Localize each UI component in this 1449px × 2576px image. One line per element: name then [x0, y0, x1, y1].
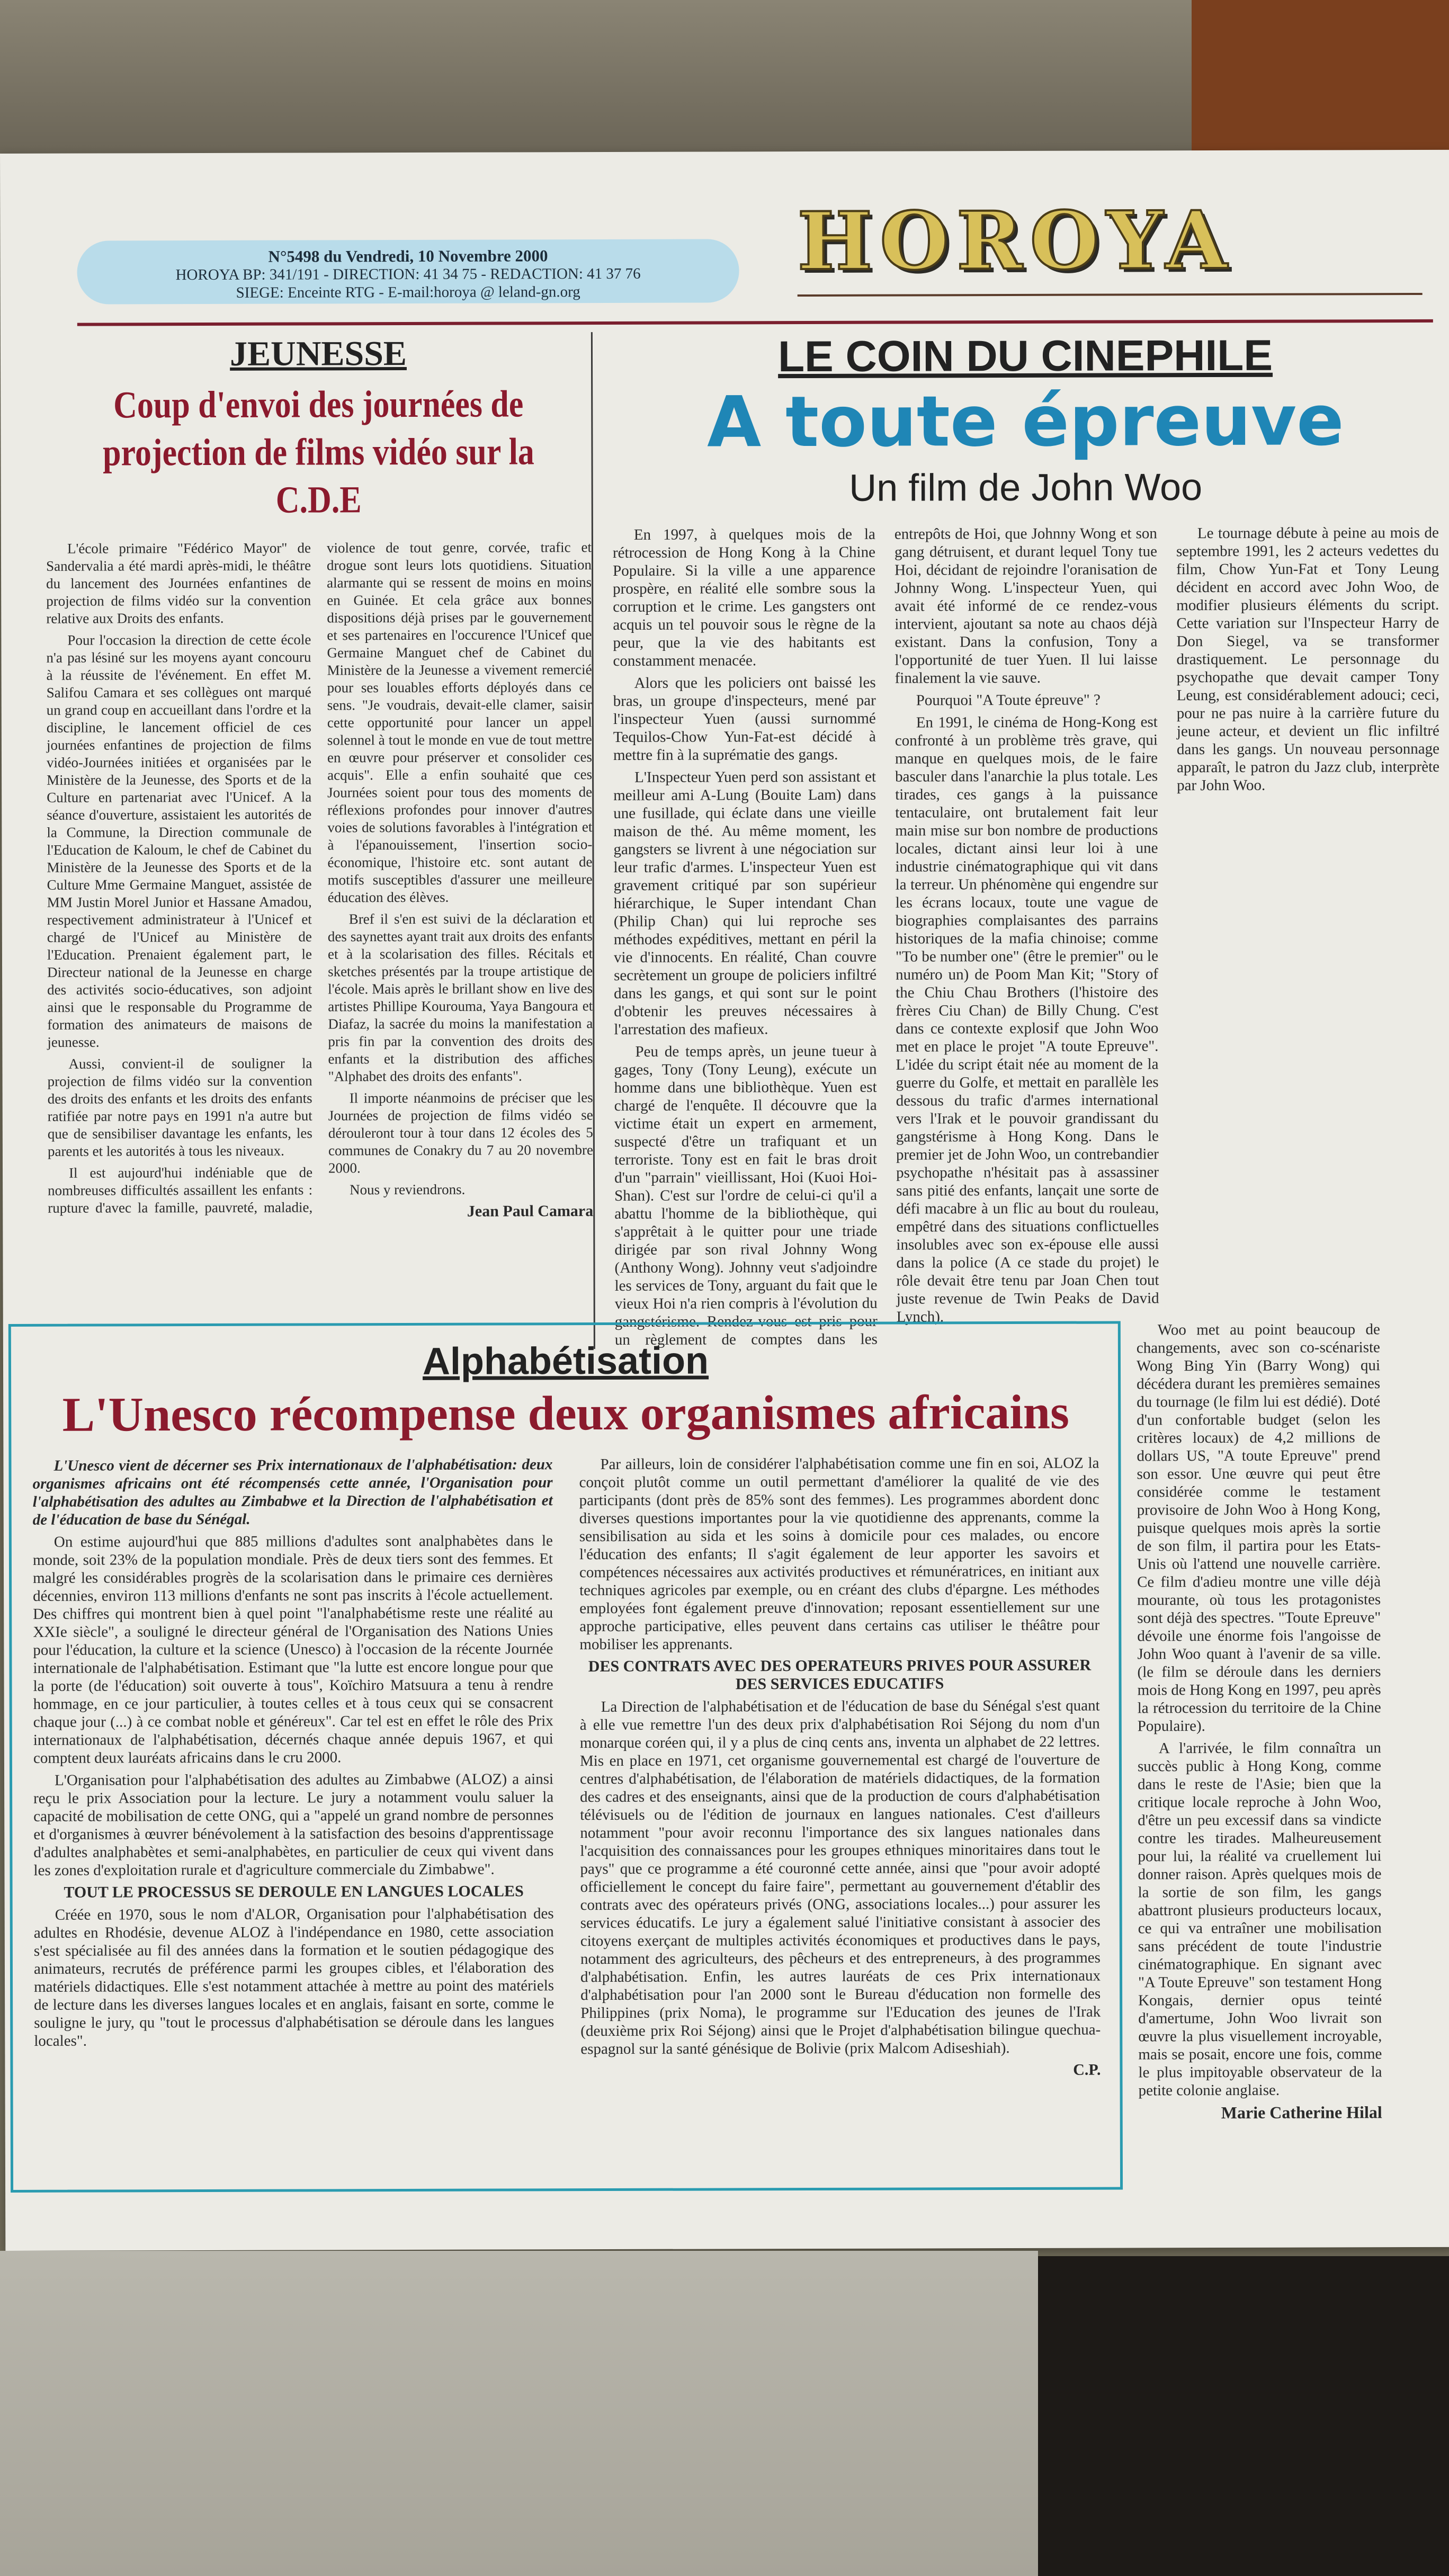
newspaper-logo: HOROYA	[797, 193, 1235, 289]
cinephile-subtitle: Un film de John Woo	[849, 466, 1203, 509]
alpha-paragraph: La Direction de l'alphabétisation et de l'éducation de base du Sénégal s'est quant à elle vue remettre l'un des deux prix d'alphabétisation Roi Séjong du nom d'un monarque coréen qui, il y a plus de cinq cents ans, inventa un alphabet de 22 lettres. Mis en place en 1971, cet organisme gouvernemental est chargé de l'ouverture de centres d'alphabétisation, de l'élaboration de matériels didactiques, de la formation des cadres et des enseignants, ainsi que de la production de cours d'alphabétisation télévisuels ou de l'édition de journaux en langues nationales. C'est d'ailleurs notamment "pour avoir reconnu l'importance des six langues nationales dans l'acquisition des connaissances pour les groupes ethniques minoritaires dans tout le pays" que ce programme a été couronné cette année, ainsi que "pour avoir adopté officiellement le concept du faire faire", permettant au gouvernement d'établir des contrats avec des opérateurs privés (ONG, associations locales...) pour assurer les services éducatifs. Le jury a également salué l'initiative consistant à associer des citoyens exerçant de multiples activités économiques et productives dans le pays, notamment des agriculteurs, des pêcheurs et des entrepreneurs, à des programmes d'alphabétisation. Enfin, les autres lauréats de ces Prix internationaux d'alphabétisation pour l'an 2000 sont le Bureau d'éducation non formelle des Philippines (prix Noma), le programme sur l'Education des jeunes de l'Irak (deuxième prix Roi Séjong) ainsi que le Projet d'alphabétisation bilingue quechua-espagnol sur la santé génésique de Bolivie (prix Malcom Adiseshiah).	[579, 1697, 1101, 2058]
cinephile-paragraph: Pourquoi "A Toute épreuve" ?	[916, 691, 1101, 709]
alpha-paragraph: Créée en 1970, sous le nom d'ALOR, Organisation pour l'alphabétisation des adultes en Rhodésie, devenue ALOZ à l'indépendance en 1980, cette association s'est spécialisée au fil des années dans la formation et le soutien pédagogique des animateurs, recrutés de préférence parmi les groupes cibles, et l'élaboration des matériels didactiques. Elle s'est notamment attachée à mettre au point des matériels de lecture dans les diverses langues locales et en anglais, faisant en sorte, comme le souligne le jury, qu "tout le processus d'alphabétisation se déroule dans les langues locales".	[33, 1905, 554, 2050]
alpha-chapo: L'Unesco vient de décerner ses Prix internationaux de l'alphabétisation: deux organismes africains ont été récompensés cette année, l'Organisation pour l'alphabétisation des adultes au Zimbabwe et la Direction de l'alphabétisation et de l'éducation de base du Sénégal.	[32, 1456, 553, 1528]
jeunesse-article	[46, 332, 593, 1221]
background-dark-object	[1038, 2256, 1449, 2576]
cinephile-paragraph: Le tournage débute à peine au mois de septembre 1991, les 2 acteurs vedettes du film, Chow Yun-Fat et Tony Leung décident en accord avec John Woo, de modifier plusieurs éléments du script. Cette variation sur l'Inspecteur Harry de Don Siegel, va se transformer drastiquement. Le personnage du psychopathe que devait camper Tony Leung, est considérablement adouci; ceci, pour ne pas nuire à la carrière future du jeune acteur, et devient un flic infiltré dans les gangs. Un nouveau personnage apparaît, le patron du Jazz club, interprète par John Woo.	[1176, 524, 1440, 794]
jeunesse-signature: Jean Paul Camara	[467, 1202, 594, 1220]
alpha-section-head: Alphabétisation	[422, 1339, 709, 1383]
masthead-rule	[77, 319, 1433, 326]
cinephile-paragraph: Alors que les policiers ont baissé les bras, un groupe d'inspecteurs, mené par l'inspecteur Yuen (aussi surnommé Tequilos-Chow Yun-Fat-est décidé à mettre fin à la suprématie des gangs.	[613, 674, 876, 764]
cinephile-paragraph: Peu de temps après, un jeune tueur à gages, Tony (Tony Leung), exécute un homme dans une bibliothèque. Yuen est chargé de l'enquête. Il découvre que la victime était un expert en armement, suspecté d'être un trafiquant et un terroriste. Tony est en fait le bras droit d'un "parrain" vieillissant, Hoi (Kuoi Hoi-Shan). C'est sur l'ordre de celui-ci qu'il a abattu l'homme de la bibliothèque, qui s'apprêtait à le quitter pour une triade dirigée par son rival Johnny Wong (Anthony Wong). Johnny veut s'adjoindre les services de Tony, arguant du fait que le vieux Hoi n'a rien compris à l'évolution du gangstérisme. Rendez-vous est pris pour un règlement de comptes dans les entrepôts de Hoi, que Johnny Wong et son gang détruisent, et durant lequel Tony tue Hoi, décidant de rejoindre l'oranisation de Johnny Wong. L'inspecteur Yuen, qui avait été informé de ce rendez-vous intervient, ajoutant sa note au chaos déjà existant. Dans la confusion, Tony a l'opportunité de tuer Yuen. Il lui laisse finalement la vie sauve.	[614, 525, 1158, 1348]
logo-underline	[798, 293, 1423, 297]
contacts-line: HOROYA BP: 341/191 - DIRECTION: 41 34 75 - REDACTION: 41 37 76	[175, 265, 641, 284]
alpha-title: L'Unesco récompense deux organismes africains	[62, 1384, 1069, 1442]
bottom-section	[8, 1320, 1383, 2298]
masthead	[29, 171, 1423, 334]
alpha-paragraph: L'Organisation pour l'alphabétisation des adultes au Zimbabwe (ALOZ) a ainsi reçu le prix Association pour la lecture. Le jury a notamment voulu saluer la capacité de mobilisation de cette ONG, qui a "appelé un grand nombre de personnes et d'organismes à œuvrer bénévolement à la satisfaction des besoins d'apprentissage d'adultes analphabètes et semi-analphabètes, en particulier de ceux qui vivent dans les zones d'exploitation rurale et d'agriculture commerciale du Zimbabwe".	[33, 1770, 554, 1879]
jeunesse-paragraph: Bref il s'en est suivi de la déclaration et des saynettes ayant trait aux droits des enfants et à la scolarisation des filles. Récitals et sketches présentés par la troupe artistique de l'école. Mais après le brillant show en live des artistes Phillipe Kourouma, Yaya Bangoura et Diafaz, la sacrée du moins la manifestation a pris fin par la convention des droits des enfants et la distribution des affiches "Alphabet des droits des enfants".	[327, 910, 593, 1085]
alpha-paragraph: On estime aujourd'hui que 885 millions d'adultes sont analphabètes dans le monde, soit 23% de la population mondiale. Près de deux tiers sont des femmes. Et malgré les considérables progrès de la scolarisation dans le primaire ces dernières décennies, environ 113 millions d'enfants ne sont pas inscrits à l'école actuellement. Des chiffres qui montrent bien à quel point "l'analphabétisme reste une réalité au XXIe siècle", a souligné le directeur général de l'Organisation des Nations Unies pour l'éducation, la culture et la science (Unesco) à l'occasion de la récente Journée internationale de l'alphabétisation. Estimant que "la lutte est encore longue pour que la porte (de l'éducation) soit ouverte à tous", Koïchiro Matsuura a tenu à rendre hommage, en ce jour particulier, à toutes celles et à tous ceux qui se consacrent chaque jour (...) à ce combat noble et généreux". Car tel est en effet le rôle des Prix internationaux de l'alphabétisation, décernés chaque année depuis 1967, et qui comptent deux lauréats africains dans le cru 2000.	[32, 1532, 553, 1767]
jeunesse-paragraph: Il est aujourd'hui indéniable que de nombreuses difficultés assaillent les enfants : rupture d'avec la famille, pauvreté, maladie, violence de tout genre, corvée, trafic et drogue sont leurs lots quotidiens. Situation alarmante qui se ressent de moins en moins en Guinée. Et cela grâce aux bonnes dispositions déjà prises par le gouvernement et ses partenaires en l'occurence l'Unicef que Germaine Manguet chef de Cabinet du Ministère de la Jeunesse a vivement remercié pour ses louables efforts déployés dans ce sens. "Je voudrais, devait-elle clamer, saisir cette opportunité pour lancer un appel solennel à tout le monde en vue de tout mettre en œuvre pour préserver et consolider ces acquis". Elle a enfin souhaité que ces Journées soient pour tous des moments de réflexions profondes pour innover d'autres voies de solutions favorables à l'intégration et à l'épanouissement, l'insertion socio-économique, l'histoire etc. sont autant de motifs susceptibles d'assurer une meilleure éducation des élèves.	[48, 539, 593, 1216]
jeunesse-body	[46, 539, 593, 1221]
cinephile-paragraph: A l'arrivée, le film connaîtra un succès public à Hong Kong, comme dans le reste de l'Asie; bien que la critique locale reproche à John Woo, d'être un peu excessif dans sa vindicte contre les tirades. Malheureusement pour lui, la réalité va cruellement lui donner raison. Après quelques mois de la sortie de son film, les gangs abattront plusieurs producteurs locaux, ce qui va entraîner une mobilisation sans précédent de toute l'industrie cinématographique. En signant avec "A Toute Epreuve" son testament Hong Kongais, dernier opus teinté d'amertume, John Woo livrait son œuvre la plus visuellement incroyable, mais se posait, encore une fois, comme le plus impitoyable observateur de la petite colonie anglaise.	[1137, 1739, 1382, 2099]
top-section	[30, 330, 1440, 1393]
cinephile-paragraph: En 1991, le cinéma de Hong-Kong est confronté à un problème très grave, qui manque en quelques mois, de le faire basculer dans l'anarchie la plus totale. Les tirades, ces gangs à la puissance tentaculaire, ont brutalement fait leur main mise sur bon nombre de productions locales, dictant ainsi leur loi à une industrie cinématographique qui vit dans la terreur. Un phénomène qui engendre sur les écrans locaux, toute une vague de biographies complaisantes des parrains historiques de la mafia chinoise; comme "To be number one" (être le premier" ou le numéro un) de Poom Man Kit; "Story of the Chiu Chau Brothers (l'histoire des frères Ciu Chan) de Billy Chung. C'est dans ce contexte explosif que John Woo met en place le projet "A toute Epreuve". L'idée du script était née au moment de la guerre du Golfe, et mettait en parallèle les dessous du trafic d'armes international vers l'Irak et le pouvoir grandissant du gangstérisme à Hong Kong. Dans le premier jet de John Woo, un contrebandier psychopathe n'hésitait pas à assassiner sans pitié des enfants, lançait une sorte de défi macabre à un flic au bout du rouleau, empêtré dans des situations conflictuelles insolubles avec son ex-épouse elle aussi dans la police (A ce stade du projet) le rôle devait être tenu par Joan Chen tout juste revenue de Twin Peaks de David Lynch).	[895, 713, 1159, 1326]
jeunesse-paragraph: Pour l'occasion la direction de cette école n'a pas lésiné sur les moyens ayant concouru à la réussite de l'événement. En effet M. Salifou Camara et ses collègues ont marqué un grand coup en accueillant dans l'ordre et la discipline, le lancement officiel de ces journées enfantines de projection de films vidéo-Journées initiées et organisées par le Ministère de la Jeunesse, des Sports et de la Culture en partenariat avec l'Unicef. A la séance d'ouverture, assistaient les autorités de la Commune, la Direction communale de l'Education de Kaloum, le chef de Cabinet du Ministère de la Jeunesse des Sports et de la Culture Mme Germaine Manguet, assistée de MM Justin Morel Junior et Hassane Amadou, respectivement administrateur à l'Unicef et chargé de l'Unicef au Ministère de l'Education. Prenaient également part, le Directeur national de la Jeunesse en charge des activités socio-éducatives, son adjoint ainsi que le responsable du Programme de formation des animateurs de maisons de jeunesse.	[46, 631, 312, 1050]
cinephile-section-head: LE COIN DU CINEPHILE	[777, 331, 1273, 381]
jeunesse-paragraph: Aussi, convient-il de souligner la projection de films vidéo sur la convention des droits des enfants et les droits des enfants ratifiée par notre pays en 1991 n'a autre but que de sensibiliser davantage les enfants, les parents et les autorités à tous les niveaux.	[47, 1055, 312, 1159]
cinephile-paragraph: En 1997, à quelques mois de la rétrocession de Hong Kong à la Chine Populaire. Si la ville a une apparence prospère, en réalité elle sombre sous la corruption et le crime. Les gangsters ont acquis un tel pouvoir sous le règne de la peur, que la vie des habitants est constamment menacée.	[612, 525, 876, 669]
cinephile-paragraph: Woo met au point beaucoup de changements, avec son co-scénariste Wong Bing Yin (Barry Wong) qui décédera durant les premières semaines du tournage (le film lui est dédié). Doté d'un confortable budget (selon les critères locaux) de 4,2 millions de dollars US, "A toute Epreuve" prend son essor. Une œuvre qui peut être considérée comme le testament provisoire de John Woo à Hong Kong, puisque quelques mois après la sortie de son film, il partira pour les Etats-Unis où l'attend une nouvelle carrière. Ce film d'adieu montre une ville déjà mourante, où tous les protagonistes sont déjà des spectres. "Toute Epreuve" dévoile une énorme fois l'angoisse de John Woo quant à l'avenir de sa ville. (le film se déroule dans les derniers mois de Hong Kong en 1997, peu après la rétrocession du territoire de la Chine Populaire).	[1136, 1321, 1381, 1735]
alpha-signature: C.P.	[1073, 2061, 1101, 2079]
alpha-subhead: TOUT LE PROCESSUS SE DEROULE EN LANGUES LOCALES	[64, 1882, 524, 1901]
alpha-paragraph: Par ailleurs, loin de considérer l'alphabétisation comme une fin en soi, ALOZ la conçoit plutôt comme un outil permettant d'améliorer la qualité de vie des participants (dont près de 85% sont des femmes). Les programmes abordent donc diverses questions importantes pour la vie quotidienne des apprenants, comme la sensibilisation au sida et les soins à domicile pour ces malades, ou encore l'éducation des enfants; Il s'agit également de leur apporter les savoirs et compétences nécessaires aux activités productives et rémunératrices, en initiant aux techniques agricoles par exemple, ou en créant des clubs d'épargne. Les méthodes employées font également preuve d'innovation; reposant essentiellement sur une approche participative, elles peuvent dans certains cas utiliser le théâtre pour mobiliser les apprenants.	[579, 1454, 1100, 1653]
background-object	[1192, 0, 1449, 159]
cinephile-continuation	[1137, 1320, 1382, 2122]
jeunesse-section-head: JEUNESSE	[229, 334, 407, 373]
issue-banner	[77, 239, 739, 304]
alpha-body	[32, 1454, 1101, 2082]
cinephile-body	[613, 524, 1441, 1352]
cinephile-title: A toute épreuve	[706, 380, 1344, 463]
cinephile-signature: Marie Catherine Hilal	[1221, 2103, 1382, 2122]
background-floor	[0, 2251, 1038, 2576]
jeunesse-paragraph: Il importe néanmoins de préciser que les Journées de projection de films vidéo se dérouleront tour à tour dans 12 écoles des 5 communes de Conakry du 7 au 20 novembre 2000.	[328, 1089, 593, 1176]
alpha-subhead: DES CONTRATS AVEC DES OPERATEURS PRIVES POUR ASSURER DES SERVICES EDUCATIFS	[588, 1656, 1092, 1693]
jeunesse-paragraph: Nous y reviendrons.	[350, 1181, 466, 1198]
cinephile-article	[612, 330, 1441, 1352]
jeunesse-paragraph: L'école primaire "Fédérico Mayor" de Sandervalia a été mardi après-midi, le théâtre du lancement des Journées enfantines de projection de films vidéo sur la convention relative aux Droits des enfants.	[46, 540, 311, 627]
siege-line: SIEGE: Enceinte RTG - E-mail:horoya @ leland-gn.org	[236, 283, 580, 301]
issue-number: N°5498 du Vendredi, 10 Novembre 2000	[268, 246, 548, 266]
alphabetisation-box	[8, 1321, 1123, 2192]
jeunesse-title: Coup d'envoi des journées de projection de films vidéo sur la C.D.E	[103, 382, 534, 521]
cinephile-paragraph: L'Inspecteur Yuen perd son assistant et meilleur ami A-Lung (Bouite Lam) dans une fusillade, qui éclate dans une vieille maison de thé. Au même moment, les gangsters se livrent à une négociation sur leur trafic d'armes. L'inspecteur Yuen est gravement critiqué par son supérieur hiérarchique, le Super intendant Chan (Philip Chan) qui lui reproche ses méthodes expéditives, mettant en péril la vie d'innocents. En réalité, Chan couvre secrètement un groupe de policiers infiltré dans les gangs, et qui sont sur le point d'obtenir les preuves nécessaires à l'arrestation des mafieux.	[613, 768, 877, 1038]
newspaper-page	[0, 150, 1449, 2251]
